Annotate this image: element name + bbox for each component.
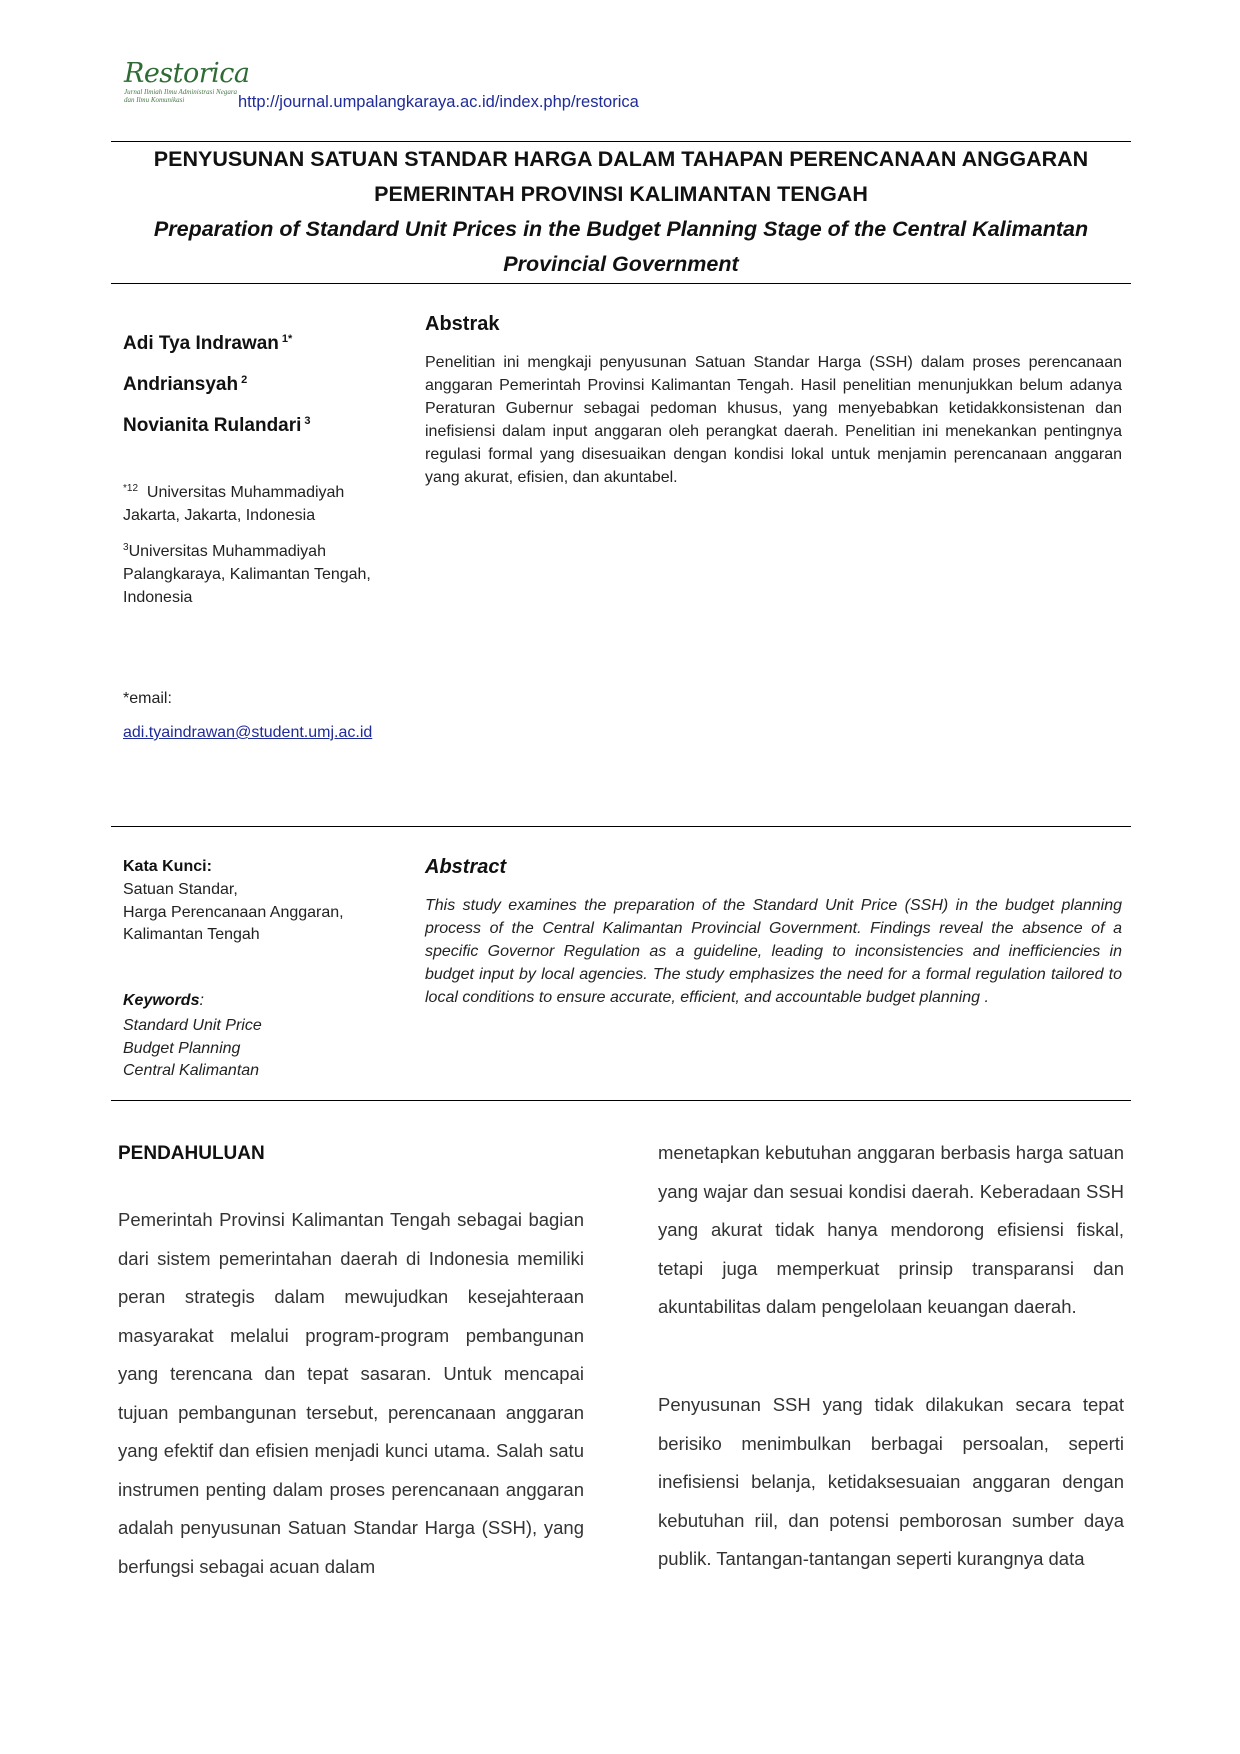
affiliation-2-line-3: Indonesia	[123, 589, 193, 606]
kata-kunci-list	[123, 879, 344, 947]
affiliation-1-mark: *12	[123, 483, 139, 494]
keywords-heading-colon: :	[199, 992, 204, 1009]
journal-url-link[interactable]: http://journal.umpalangkaraya.ac.id/index.php/restorica	[238, 93, 639, 111]
keyword-item: Budget Planning	[123, 1039, 241, 1057]
abstract-text: This study examines the preparation of the Standard Unit Price (SSH) in the budget planning process of the Central Kalimantan Provincial Government. Findings reveal the absence of a specific Governor Regulation as a guideline, leading to inconsistencies and inefficiencies in budget input by local agencies. The study emphasizes the need for a formal regulation tailored to local conditions to ensure accurate, efficient, and accountable budget planning .	[425, 897, 1122, 1006]
title-english-line-2: Provincial Government	[503, 252, 739, 276]
title-english-line-1: Preparation of Standard Unit Prices in the Budget Planning Stage of the Central Kalimantan	[153, 217, 1089, 241]
logo-wordmark: Restorica	[124, 58, 250, 89]
affiliation-1-line-1: Universitas Muhammadiyah	[146, 484, 345, 501]
kata-kunci-heading: Kata Kunci:	[123, 858, 212, 875]
email-label: *email:	[123, 690, 172, 707]
title-indonesian-line-1: PENYUSUNAN SATUAN STANDAR HARGA DALAM TAHAPAN PERENCANAAN ANGGARAN	[153, 147, 1089, 171]
kata-kunci-item: Harga Perencanaan Anggaran,	[123, 903, 344, 921]
abstract-heading: Abstract	[425, 856, 507, 878]
keywords-heading-label: Keywords	[123, 992, 200, 1009]
author-3-name: Novianita Rulandari	[123, 415, 302, 436]
abstract-divider-rule	[111, 826, 1131, 827]
body-right-paragraph-1: menetapkan kebutuhan anggaran berbasis harga satuan yang wajar dan sesuai kondisi daerah. Keberadaan SSH yang akurat tidak hanya mendorong efisiensi fiskal, tetapi juga memperkuat prinsip transparansi dan akuntabilitas dalam pengelolaan keuangan daerah.	[658, 1142, 1124, 1317]
author-2-mark: 2	[241, 374, 248, 386]
author-2	[123, 362, 413, 403]
affiliation-1	[123, 477, 413, 527]
keywords-list	[123, 1015, 262, 1083]
title-block	[111, 142, 1131, 282]
section-heading-pendahuluan: PENDAHULUAN	[118, 1143, 265, 1164]
abstrak-text: Penelitian ini mengkaji penyusunan Satuan Standar Harga (SSH) dalam proses perencanaan anggaran Pemerintah Provinsi Kalimantan Tengah. Hasil penelitian menunjukkan belum adanya Peraturan Gubernur sebagai pedoman khusus, yang menyebabkan ketidakkonsistenan dan inefisiensi dalam input anggaran oleh perangkat daerah. Penelitian ini menekankan pentingnya regulasi formal yang disesuaikan dengan kondisi lokal untuk menjamin perencanaan anggaran yang akurat, efisien, dan akuntabel.	[425, 354, 1122, 486]
body-left-paragraph: Pemerintah Provinsi Kalimantan Tengah sebagai bagian dari sistem pemerintahan daerah di Indonesia memiliki peran strategis dalam mewujudkan kesejahteraan masyarakat melalui program-program pembangunan yang terencana dan tepat sasaran. Untuk mencapai tujuan pembangunan tersebut, perencanaan anggaran yang efektif dan efisien menjadi kunci utama. Salah satu instrumen penting dalam proses perencanaan anggaran adalah penyusunan Satuan Standar Harga (SSH), yang berfungsi sebagai acuan dalam	[118, 1209, 584, 1577]
keywords-heading	[123, 992, 204, 1010]
journal-logo	[124, 58, 250, 112]
author-1-name: Adi Tya Indrawan	[123, 333, 279, 354]
affiliation-2-mark: 3	[123, 542, 129, 553]
author-3-mark: 3	[304, 415, 311, 427]
abstrak-heading: Abstrak	[425, 313, 500, 335]
author-1	[123, 321, 413, 362]
author-3	[123, 403, 413, 444]
kata-kunci-item: Kalimantan Tengah	[123, 926, 260, 943]
author-list	[123, 321, 413, 444]
keyword-item: Central Kalimantan	[123, 1062, 260, 1079]
affiliation-2-line-2: Palangkaraya, Kalimantan Tengah,	[123, 566, 371, 583]
keyword-item: Standard Unit Price	[123, 1017, 262, 1034]
author-1-mark: 1*	[281, 333, 293, 345]
body-right-paragraph-2: Penyusunan SSH yang tidak dilakukan secara tepat berisiko menimbulkan berbagai persoalan, seperti inefisiensi belanja, ketidaksesuaian anggaran dengan kebutuhan riil, dan potensi pemborosan sumber daya publik. Tantangan-tantangan seperti kurangnya data	[658, 1394, 1124, 1569]
affiliation-1-line-2: Jakarta, Jakarta, Indonesia	[123, 507, 316, 524]
title-indonesian-line-2: PEMERINTAH PROVINSI KALIMANTAN TENGAH	[374, 182, 868, 206]
logo-tagline: Jurnal Ilmiah Ilmu Administrasi Negara dan Ilmu Komunikasi	[124, 88, 238, 104]
author-2-name: Andriansyah	[123, 374, 239, 395]
keywords-bottom-rule	[111, 1100, 1131, 1101]
affiliation-2	[123, 536, 413, 609]
title-bottom-rule	[111, 283, 1131, 284]
affiliation-2-line-1: Universitas Muhammadiyah	[128, 543, 326, 560]
email-address-link[interactable]: adi.tyaindrawan@student.umj.ac.id	[123, 724, 373, 741]
kata-kunci-item: Satuan Standar,	[123, 881, 238, 898]
